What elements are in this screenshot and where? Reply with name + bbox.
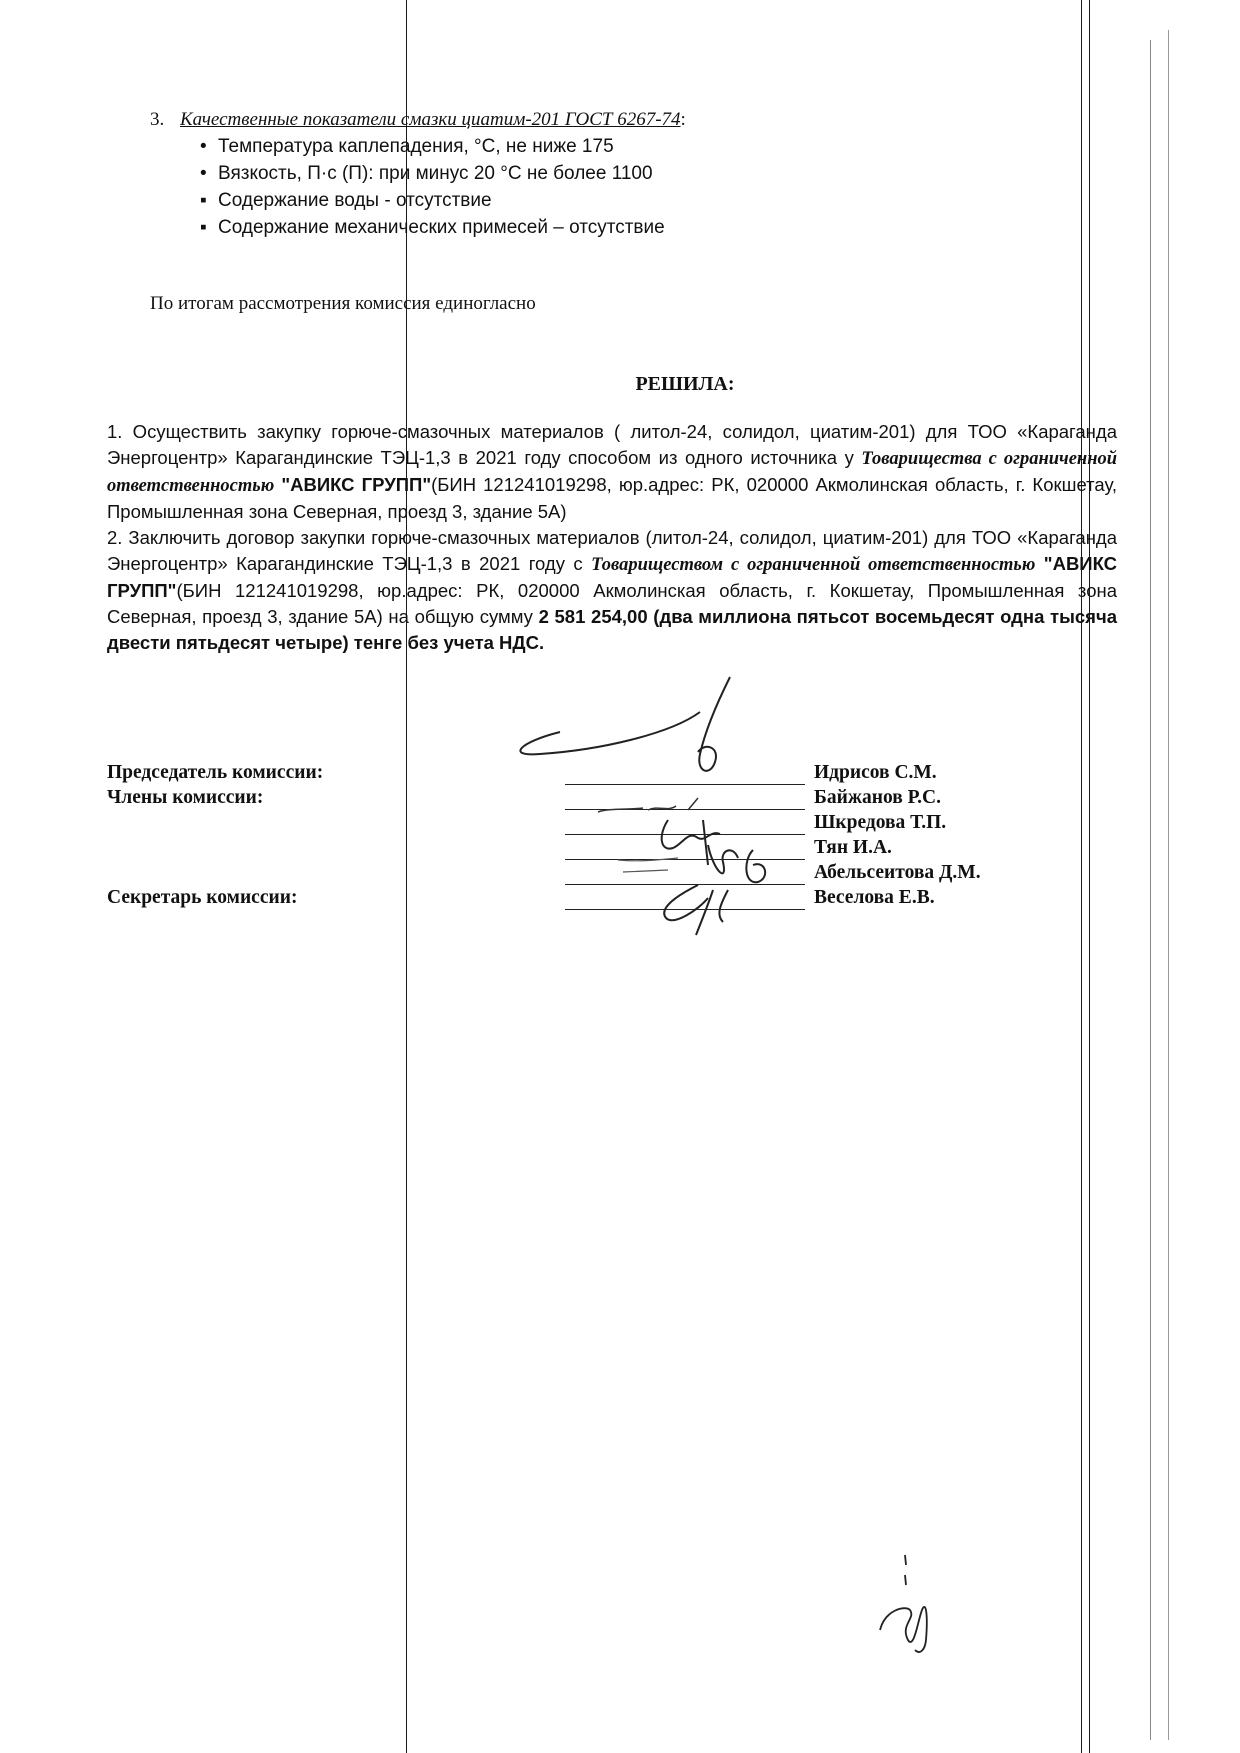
list-item-text: Содержание механических примесей – отсутствие <box>218 217 665 238</box>
signatory-name: Абельсеитова Д.М. <box>814 862 981 883</box>
scan-line <box>1150 40 1151 1740</box>
signatory-name: Тян И.А. <box>814 837 892 858</box>
decision-2-intro: 2. Заключить договор закупки горюче-смазочных материалов (литол-24, солидол, циатим-201) для ТОО «Караганда Энергоцентр» Карагандинские ТЭЦ-1,3 в 2021 году с <box>107 527 1117 574</box>
bullet-icon: ▪ <box>200 190 207 211</box>
quality-indicators-section <box>150 106 686 241</box>
page-initials <box>870 1550 940 1660</box>
list-item <box>200 133 686 160</box>
decision-item-2 <box>107 525 1117 656</box>
section-heading-suffix: : <box>680 109 686 130</box>
decision-1-intro: 1. Осуществить закупку горюче-смазочных материалов ( литол-24, солидол, циатим-201) для ТОО «Караганда Энергоцентр» Карагандинские ТЭЦ-1,3 в 2021 году способом из одного источника у <box>107 421 1117 468</box>
list-item-text: Содержание воды - отсутствие <box>218 190 492 211</box>
decision-2-company-name: "АВИКС ГРУПП" <box>107 553 1118 601</box>
indicator-list <box>150 133 686 241</box>
members-label: Члены комиссии: <box>107 787 264 808</box>
list-item <box>200 214 686 241</box>
bullet-icon: • <box>200 163 207 184</box>
section-number: 3. <box>150 109 165 130</box>
list-item-text: Температура каплепадения, °С, не ниже 175 <box>218 136 614 157</box>
secretary-label: Секретарь комиссии: <box>107 887 298 908</box>
decision-2-details: (БИН 121241019298, юр.адрес: РК, 020000 Акмолинская область, г. Кокшетау, Промышленная зона Северная, проезд 3, здание 5А) на общую сумму <box>107 580 1117 627</box>
scan-line <box>1168 30 1169 1740</box>
decision-2-amount: 2 581 254,00 (два миллиона пятьсот восемьдесят одна тысяча двести пятьдесят четыре) тенге без учета НДС. <box>107 606 1118 653</box>
signatory-name: Веселова Е.В. <box>814 887 935 908</box>
decision-title: РЕШИЛА: <box>635 373 735 395</box>
chairman-label: Председатель комиссии: <box>107 762 324 783</box>
decision-1-company-name: "АВИКС ГРУПП" <box>274 474 432 495</box>
signatory-name: Байжанов Р.С. <box>814 787 941 808</box>
commission-summary: По итогам рассмотрения комиссия единогласно <box>150 293 536 314</box>
bullet-icon: • <box>200 136 207 157</box>
bullet-icon: ▪ <box>200 217 207 238</box>
list-item <box>200 160 686 187</box>
signatory-name: Идрисов С.М. <box>814 762 937 783</box>
decision-1-details: (БИН 121241019298, юр.адрес: РК, 020000 Акмолинская область, г. Кокшетау, Промышленная зона Северная, проезд 3, здание 5А) <box>107 474 1117 522</box>
members-signatures <box>548 790 788 940</box>
decisions-block <box>107 419 1117 656</box>
list-item-text: Вязкость, П·с (П): при минус 20 °С не более 1100 <box>218 163 653 184</box>
signature-row <box>107 762 1107 788</box>
section-heading-row <box>150 106 686 133</box>
signature-line <box>565 784 805 785</box>
decision-item-1 <box>107 419 1117 525</box>
decision-2-company-form: Товариществом с ограниченной ответственностью <box>591 555 1036 575</box>
decision-1-company-form: Товарищества с ограниченной ответственностью <box>107 449 1118 496</box>
signatory-name: Шкредова Т.П. <box>814 812 947 833</box>
section-heading: Качественные показатели смазки циатим-201 ГОСТ 6267-74 <box>180 109 681 130</box>
list-item <box>200 187 686 214</box>
